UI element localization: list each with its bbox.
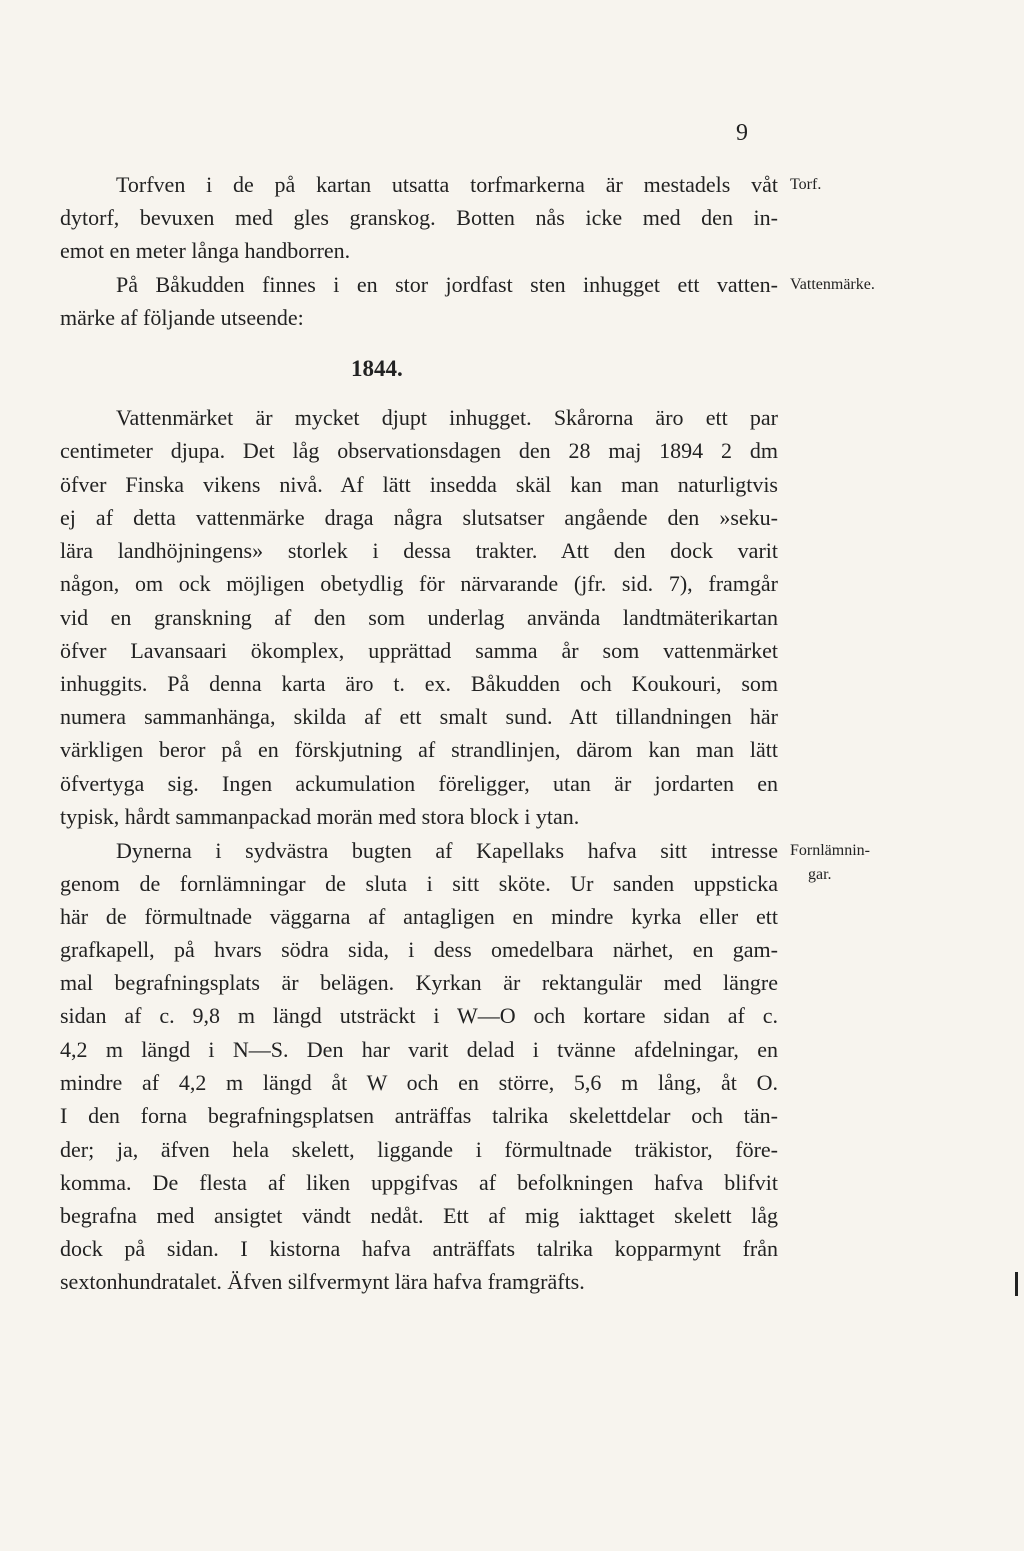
- text-line: vid en granskning af den som underlag använda landtmäterikartan: [60, 605, 778, 630]
- text-line: emot en meter långa handborren.: [60, 238, 351, 263]
- scan-edge-mark: [1015, 1272, 1018, 1296]
- text-line: sextonhundratalet. Äfven silfvermynt lära hafva framgräfts.: [60, 1269, 585, 1294]
- margin-note-torf: Torf.: [790, 176, 822, 193]
- text-line: öfvertyga sig. Ingen ackumulation föreligger, utan är jordarten en: [60, 771, 778, 796]
- text-line: ej af detta vattenmärke draga några slutsatser angående den »seku-: [60, 505, 778, 530]
- text-line: I den forna begrafningsplatsen anträffas talrika skelettdelar och tän-: [60, 1103, 778, 1128]
- text-line: inhuggits. På denna karta äro t. ex. Båkudden och Koukouri, som: [60, 671, 778, 696]
- text-line: 4,2 m längd i N—S. Den har varit delad i tvänne afdelningar, en: [60, 1037, 778, 1062]
- text-line: begrafna med ansigtet vändt nedåt. Ett af mig iakttaget skelett låg: [60, 1203, 778, 1228]
- text-line: märke af följande utseende:: [60, 305, 304, 330]
- text-line: typisk, hårdt sammanpackad morän med stora block i ytan.: [60, 804, 580, 829]
- text-line: sidan af c. 9,8 m längd utsträckt i W—O och kortare sidan af c.: [60, 1003, 778, 1028]
- text-line: der; ja, äfven hela skelett, liggande i förmultnade träkistor, före-: [60, 1137, 778, 1162]
- text-line: Torfven i de på kartan utsatta torfmarkerna är mestadels våt: [116, 172, 778, 197]
- margin-note-fornlamningar-1: Fornlämnin-: [790, 842, 870, 859]
- text-line: öfver Finska vikens nivå. Af lätt insedda skäl kan man naturligtvis: [60, 472, 778, 497]
- text-line: öfver Lavansaari ökomplex, upprättad samma år som vattenmärket: [60, 638, 778, 663]
- text-line: genom de fornlämningar de sluta i sitt sköte. Ur sanden uppsticka: [60, 871, 778, 896]
- text-line: På Båkudden finnes i en stor jordfast sten inhugget ett vatten-: [116, 272, 778, 297]
- text-line: här de förmultnade väggarna af antagligen en mindre kyrka eller ett: [60, 904, 778, 929]
- page-number: 9: [736, 120, 748, 146]
- text-line: komma. De flesta af liken uppgifvas af befolkningen hafva blifvit: [60, 1170, 778, 1195]
- text-line: Vattenmärket är mycket djupt inhugget. Skårorna äro ett par: [116, 405, 778, 430]
- text-line: dytorf, bevuxen med gles granskog. Botten nås icke med den in-: [60, 205, 778, 230]
- text-line: värkligen beror på en förskjutning af strandlinjen, därom kan man lätt: [60, 737, 778, 762]
- text-line: lära landhöjningens» storlek i dessa trakter. Att den dock varit: [60, 538, 778, 563]
- text-line: grafkapell, på hvars södra sida, i dess omedelbara närhet, en gam-: [60, 937, 778, 962]
- text-line: dock på sidan. I kistorna hafva anträffats talrika kopparmynt från: [60, 1236, 778, 1261]
- text-line: centimeter djupa. Det låg observationsdagen den 28 maj 1894 2 dm: [60, 438, 778, 463]
- inscription-year: 1844.: [351, 356, 403, 381]
- text-line: Dynerna i sydvästra bugten af Kapellaks hafva sitt intresse: [116, 838, 778, 863]
- text-line: någon, om ock möjligen obetydlig för närvarande (jfr. sid. 7), framgår: [60, 571, 778, 596]
- text-line: mal begrafningsplats är belägen. Kyrkan är rektangulär med längre: [60, 970, 778, 995]
- margin-note-vattenmarke: Vattenmärke.: [790, 276, 875, 293]
- text-line: mindre af 4,2 m längd åt W och en större, 5,6 m lång, åt O.: [60, 1070, 778, 1095]
- text-line: numera sammanhänga, skilda af ett smalt sund. Att tillandningen här: [60, 704, 778, 729]
- margin-note-fornlamningar-2: gar.: [808, 866, 832, 883]
